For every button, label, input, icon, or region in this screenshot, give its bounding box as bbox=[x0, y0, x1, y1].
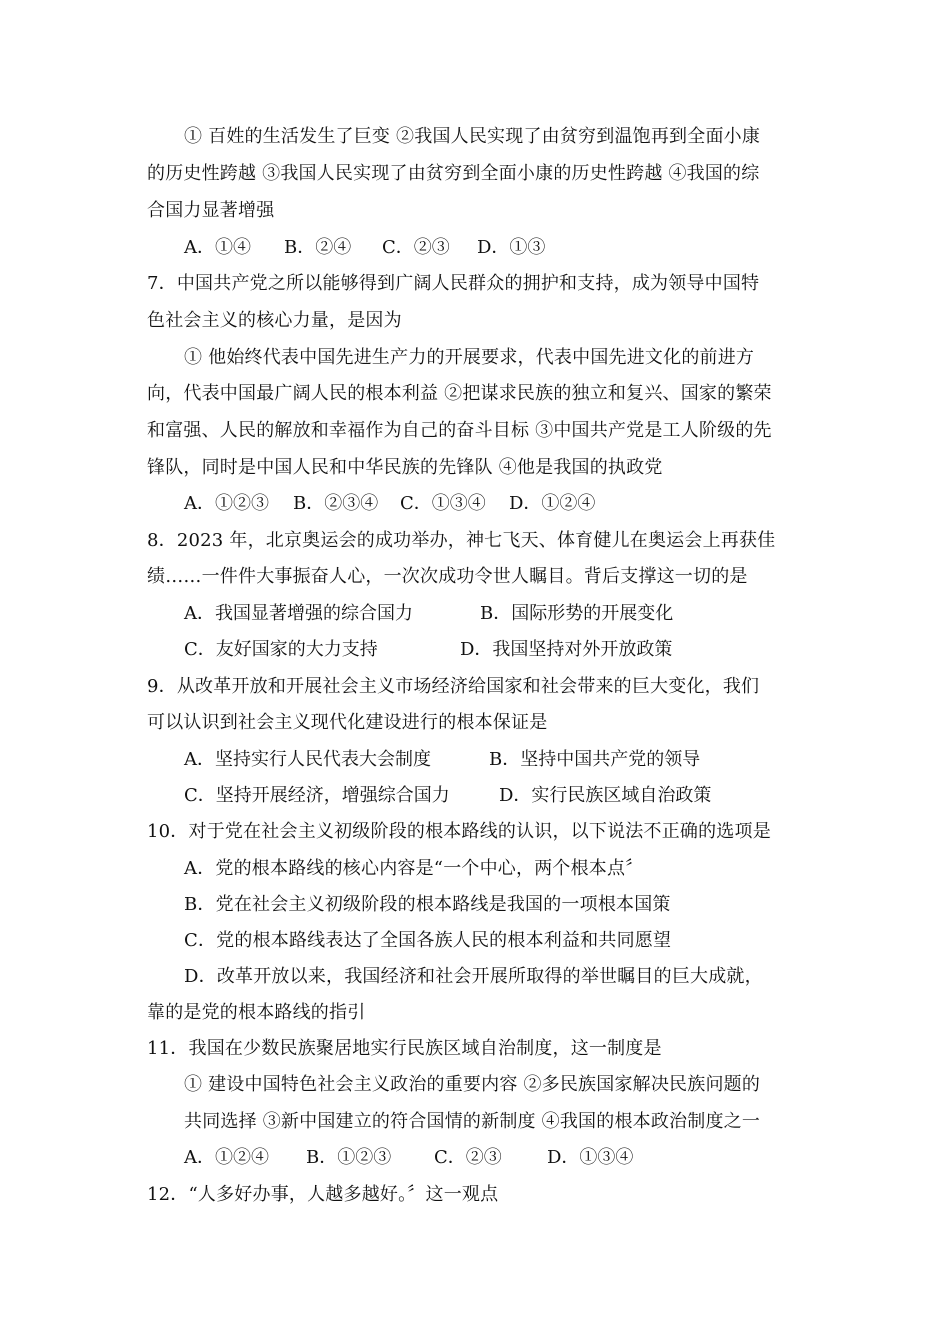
q10-option-d-line-1: D．改革开放以来，我国经济和社会开展所取得的举世瞩目的巨大成就， bbox=[184, 966, 763, 987]
q6-statement-line-1: ① 百姓的生活发生了巨变 ②我国人民实现了由贫穷到温饱再到全面小康 bbox=[184, 126, 761, 147]
q7-option-a: A．①②③ bbox=[184, 493, 269, 514]
q6-option-a: A．①④ bbox=[184, 237, 251, 258]
q8-option-b: B．国际形势的开展变化 bbox=[480, 603, 674, 624]
q10-option-d-line-2: 靠的是党的根本路线的指引 bbox=[147, 1002, 366, 1023]
q7-stem-line-1: 7．中国共产党之所以能够得到广阔人民群众的拥护和支持，成为领导中国特 bbox=[147, 273, 760, 294]
q10-option-b: B．党在社会主义初级阶段的根本路线是我国的一项根本国策 bbox=[184, 894, 671, 915]
q7-option-b: B．②③④ bbox=[293, 493, 379, 514]
q11-statement-line-1: ① 建设中国特色社会主义政治的重要内容 ②多民族国家解决民族问题的 bbox=[184, 1074, 761, 1095]
q7-stem-line-2: 色社会主义的核心力量，是因为 bbox=[147, 310, 402, 331]
q7-statement-line-3: 和富强、人民的解放和幸福作为自己的奋斗目标 ③中国共产党是工人阶级的先 bbox=[147, 420, 772, 441]
q12-stem: 12．“人多好办事，人越多越好。〞这一观点 bbox=[147, 1184, 499, 1205]
q11-option-b: B．①②③ bbox=[306, 1147, 392, 1168]
q8-stem-line-1: 8．2023 年，北京奥运会的成功举办，神七飞天、体育健儿在奥运会上再获佳 bbox=[147, 530, 776, 551]
q6-option-b: B．②④ bbox=[284, 237, 352, 258]
q9-option-c: C．坚持开展经济，增强综合国力 bbox=[184, 785, 450, 806]
q7-statement-line-4: 锋队，同时是中国人民和中华民族的先锋队 ④他是我国的执政党 bbox=[147, 457, 663, 478]
q8-option-c: C．友好国家的大力支持 bbox=[184, 639, 378, 660]
q10-option-c: C．党的根本路线表达了全国各族人民的根本利益和共同愿望 bbox=[184, 930, 672, 951]
q6-option-c: C．②③ bbox=[382, 237, 450, 258]
q7-option-d: D．①②④ bbox=[509, 493, 596, 514]
q10-stem: 10．对于党在社会主义初级阶段的根本路线的认识，以下说法不正确的选项是 bbox=[147, 821, 771, 842]
q11-option-d: D．①③④ bbox=[547, 1147, 634, 1168]
q9-option-b: B．坚持中国共产党的领导 bbox=[489, 749, 701, 770]
q11-option-c: C．②③ bbox=[434, 1147, 502, 1168]
q11-statement-line-2: 共同选择 ③新中国建立的符合国情的新制度 ④我国的根本政治制度之一 bbox=[184, 1111, 761, 1132]
q9-option-d: D．实行民族区域自治政策 bbox=[499, 785, 712, 806]
q7-statement-line-2: 向，代表中国最广阔人民的根本利益 ②把谋求民族的独立和复兴、国家的繁荣 bbox=[147, 383, 772, 404]
q9-stem-line-1: 9．从改革开放和开展社会主义市场经济给国家和社会带来的巨大变化，我们 bbox=[147, 676, 760, 697]
q11-option-a: A．①②④ bbox=[184, 1147, 269, 1168]
q9-stem-line-2: 可以认识到社会主义现代化建设进行的根本保证是 bbox=[147, 712, 548, 733]
q6-statement-line-2: 的历史性跨越 ③我国人民实现了由贫穷到全面小康的历史性跨越 ④我国的综 bbox=[147, 163, 760, 184]
q6-statement-line-3: 合国力显著增强 bbox=[147, 200, 275, 221]
q8-stem-line-2: 绩……一件件大事振奋人心，一次次成功令世人瞩目。背后支撑这一切的是 bbox=[147, 566, 748, 587]
q10-option-a: A．党的根本路线的核心内容是“一个中心，两个根本点〞 bbox=[184, 858, 644, 879]
q9-option-a: A．坚持实行人民代表大会制度 bbox=[184, 749, 431, 770]
q6-option-d: D．①③ bbox=[477, 237, 546, 258]
q7-option-c: C．①③④ bbox=[400, 493, 486, 514]
q8-option-d: D．我国坚持对外开放政策 bbox=[460, 639, 673, 660]
q11-stem: 11．我国在少数民族聚居地实行民族区域自治制度，这一制度是 bbox=[147, 1038, 662, 1059]
q7-statement-line-1: ① 他始终代表中国先进生产力的开展要求，代表中国先进文化的前进方 bbox=[184, 347, 755, 368]
q8-option-a: A．我国显著增强的综合国力 bbox=[184, 603, 413, 624]
